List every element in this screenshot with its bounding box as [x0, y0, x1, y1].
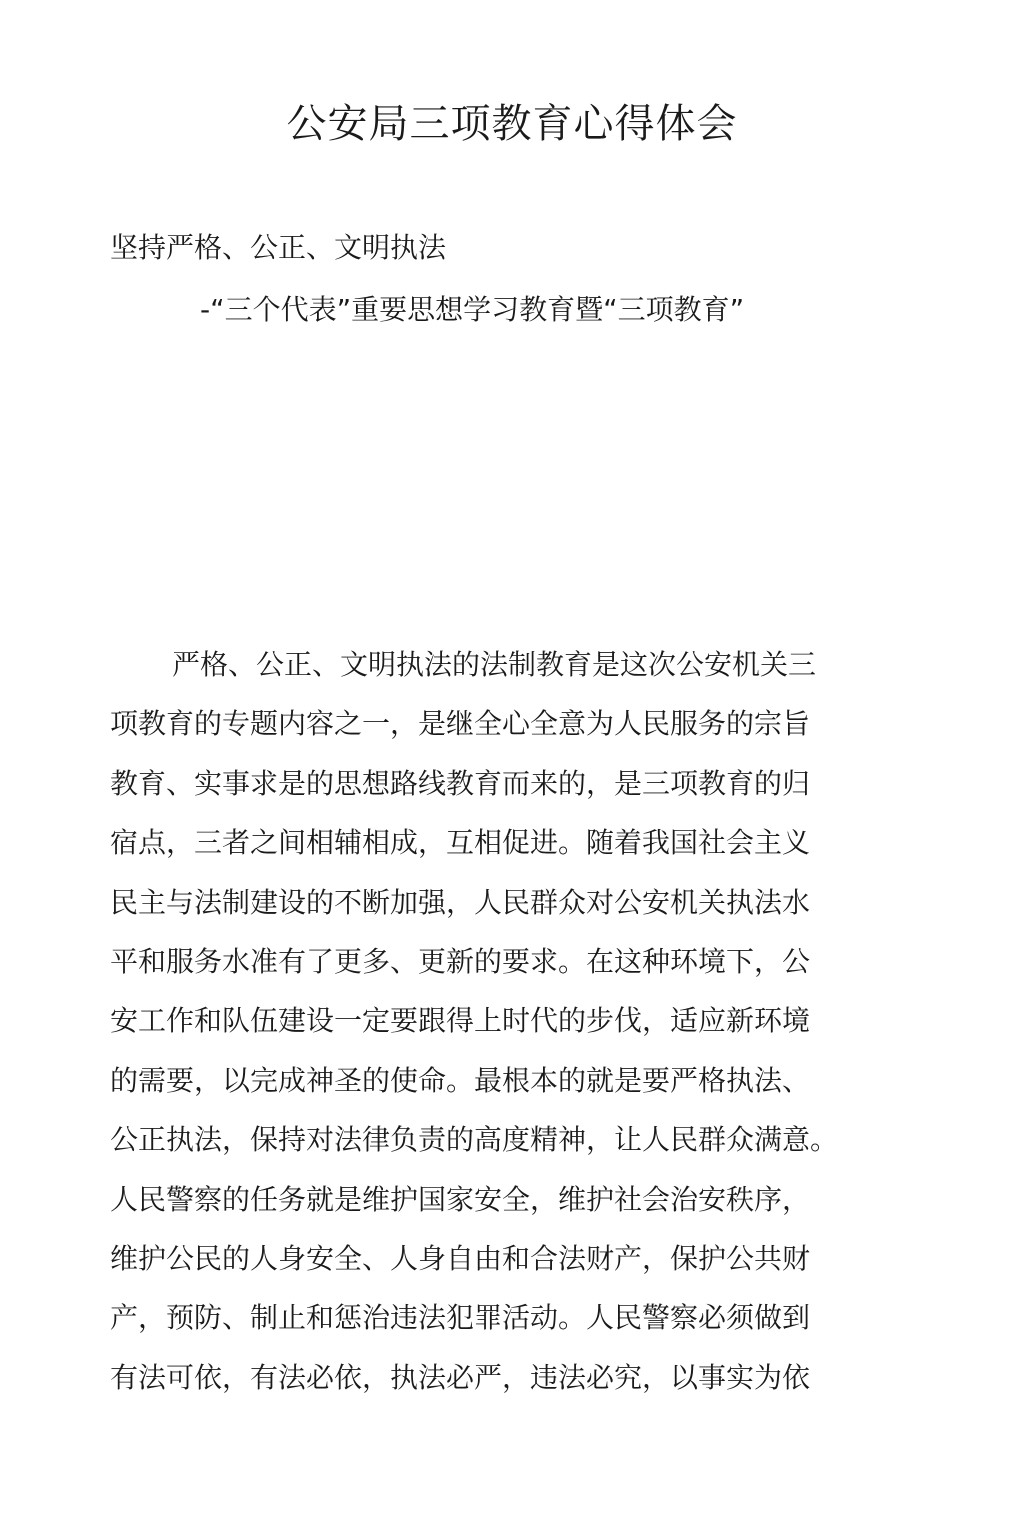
- body-line: 产，预防、制止和惩治违法犯罪活动。人民警察必须做到: [110, 1301, 811, 1335]
- body-line: 项教育的专题内容之一，是继全心全意为人民服务的宗旨: [110, 707, 811, 741]
- body-line: 人民警察的任务就是维护国家安全，维护社会治安秩序，: [110, 1182, 811, 1216]
- body-line: 教育、实事求是的思想路线教育而来的，是三项教育的归: [110, 766, 811, 800]
- body-line: 维护公民的人身安全、人身自由和合法财产，保护公共财: [110, 1241, 811, 1275]
- body-line: 平和服务水准有了更多、更新的要求。在这种环境下，公: [110, 944, 811, 978]
- document-title: 公安局三项教育心得体会: [286, 101, 738, 147]
- body-line: 有法可依，有法必依，执法必严，违法必究，以事实为依: [110, 1360, 811, 1394]
- body-line: 严格、公正、文明执法的法制教育是这次公安机关三: [172, 648, 817, 681]
- body-paragraph: [110, 645, 900, 1417]
- body-line: 安工作和队伍建设一定要跟得上时代的步伐，适应新环境: [110, 1004, 811, 1038]
- body-line: 的需要，以完成神圣的使命。最根本的就是要严格执法、: [110, 1063, 811, 1097]
- body-line: 宿点，三者之间相辅相成，互相促进。随着我国社会主义: [110, 826, 811, 860]
- body-line: 民主与法制建设的不断加强，人民群众对公安机关执法水: [110, 885, 811, 919]
- document-subtitle: 坚持严格、公正、文明执法: [110, 231, 447, 264]
- document-subtitle-secondary: -“三个代表”重要思想学习教育暨“三项教育”: [200, 293, 745, 326]
- body-line: 公正执法，保持对法律负责的高度精神，让人民群众满意。: [110, 1123, 839, 1157]
